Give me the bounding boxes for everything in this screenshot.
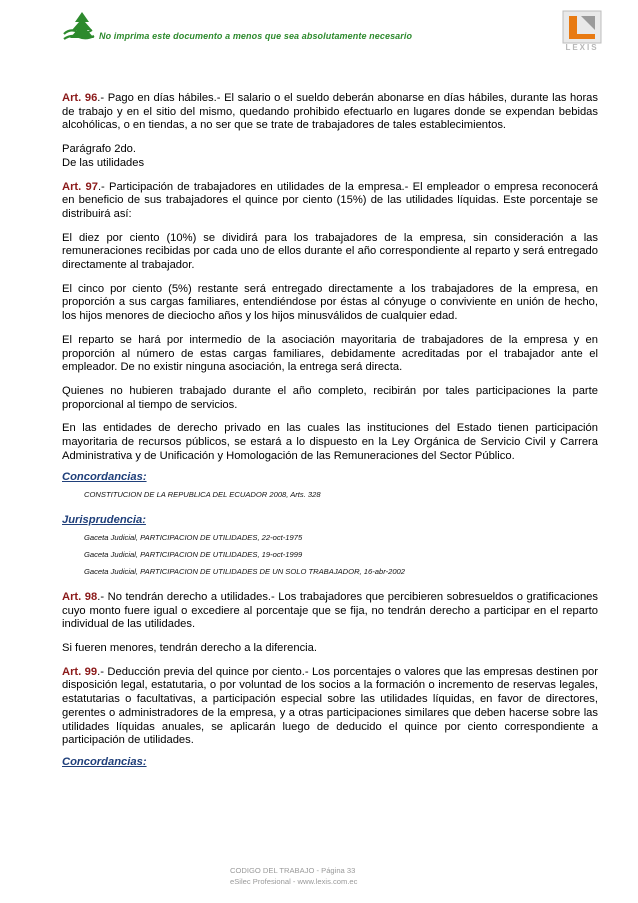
lexis-logo-icon — [557, 8, 607, 46]
paragraph-cinco: El cinco por ciento (5%) restante será entregado directamente a los trabajadores de la empresa, en proporción a sus cargas familiares, entendiéndose por éstas al cónyuge o conviviente en unión de hecho, los hijos menores de dieciocho años y los hijos minusválidos de cualquier edad. — [62, 282, 598, 323]
jurisprudencia-link[interactable]: Gaceta Judicial, PARTICIPACION DE UTILIDADES DE UN SOLO TRABAJADOR, 16-abr-2002 — [84, 566, 406, 576]
page-footer — [230, 866, 410, 887]
lexis-brand: LEXIS — [565, 43, 599, 52]
jurisprudencia-heading[interactable]: Jurisprudencia: — [62, 514, 146, 527]
paragraph-entidades: En las entidades de derecho privado en las cuales las instituciones del Estado tienen participación mayoritaria de recursos públicos, se estará a lo dispuesto en la Ley Orgánica de Servicio Civil y Carrera Administrativa y de Unificación y Homologación de las Remuneraciones del Sector Público. — [62, 422, 598, 462]
page-header — [0, 0, 638, 62]
paragraph-menores: Si fueren menores, tendrán derecho a la diferencia. — [62, 641, 317, 654]
article-98 — [62, 591, 598, 632]
article-number: Art. 98 — [62, 590, 98, 603]
paragraph-quienes: Quienes no hubieren trabajado durante el año completo, recibirán por tales participaciones la parte proporcional al tiempo de servicios. — [62, 384, 598, 411]
article-96 — [62, 92, 598, 133]
article-text: .- Participación de trabajadores en utilidades de la empresa.- El empleador o empresa reconocerá en beneficio de sus trabajadores el quince por ciento (15%) de las utilidades líquidas. Este porcentaje se distribuirá así: — [62, 180, 598, 220]
article-text: .- No tendrán derecho a utilidades.- Los trabajadores que percibieren sobresueldos o gratificaciones cuyo monto fuere igual o excediere al porcentaje que se fija, no tendrán derecho a participar en el reparto individual de las utilidades. — [62, 590, 598, 631]
document-body — [62, 92, 598, 774]
tree-logo-icon — [62, 10, 96, 42]
concordancias-heading[interactable]: Concordancias: — [62, 755, 147, 768]
article-97 — [62, 181, 598, 222]
article-99 — [62, 666, 598, 748]
article-number: Art. 96 — [62, 92, 98, 104]
paragraph-diez: El diez por ciento (10%) se dividirá para los trabajadores de la empresa, sin consideración a las remuneraciones recibidas por cada uno de ellos durante el año correspondiente al reparto y será entregado directamente al trabajador. — [62, 231, 598, 272]
print-notice: No imprima este documento a menos que sea absolutamente necesario — [99, 31, 413, 41]
article-text: .- Pago en días hábiles.- El salario o el sueldo deberán abonarse en días hábiles, durante las horas de trabajo y en el sitio del mismo, quedando prohibido efectuarlo en lugares donde se expendan bebidas alcohólicas, o en tiendas, a no ser que se trate de trabajadores de tales establecimientos. — [62, 92, 598, 132]
jurisprudencia-link[interactable]: Gaceta Judicial, PARTICIPACION DE UTILIDADES, 22-oct-1975 — [84, 532, 303, 542]
article-number: Art. 97 — [62, 180, 98, 193]
jurisprudencia-link[interactable]: Gaceta Judicial, PARTICIPACION DE UTILIDADES, 19-oct-1999 — [84, 549, 303, 559]
paragraph-title: De las utilidades — [62, 156, 145, 169]
concordancias-heading[interactable]: Concordancias: — [62, 471, 147, 484]
concordancia-link[interactable]: CONSTITUCION DE LA REPUBLICA DEL ECUADOR 2008, Arts. 328 — [84, 490, 321, 500]
paragraph-reparto: El reparto se hará por intermedio de la asociación mayoritaria de trabajadores de la empresa y en proporción al número de estas cargas familiares, debidamente acreditadas por el trabajador ante el empleador. De no existir ninguna asociación, la entrega será directa. — [62, 333, 598, 374]
article-text: .- Deducción previa del quince por ciento.- Los porcentajes o valores que las empresas destinen por disposición legal, estatutaria, o por voluntad de los socios a la formación o incremento de reservas legales, estatutarias o facultativas, a participación especial sobre las utilidades líquidas, en favor de directores, gerentes o administradores de la empresa, y a otras participaciones similares que deben hacerse sobre las utilidades líquidas anuales, se aplicarán luego de deducido el quince por ciento correspondiente a participación de utilidades. — [62, 665, 598, 747]
footer-site: eSilec Profesional - www.lexis.com.ec — [230, 876, 358, 886]
paragraph-label: Parágrafo 2do. — [62, 143, 137, 156]
footer-page-info: CODIGO DEL TRABAJO - Página 33 — [230, 866, 356, 875]
article-number: Art. 99 — [62, 665, 98, 678]
